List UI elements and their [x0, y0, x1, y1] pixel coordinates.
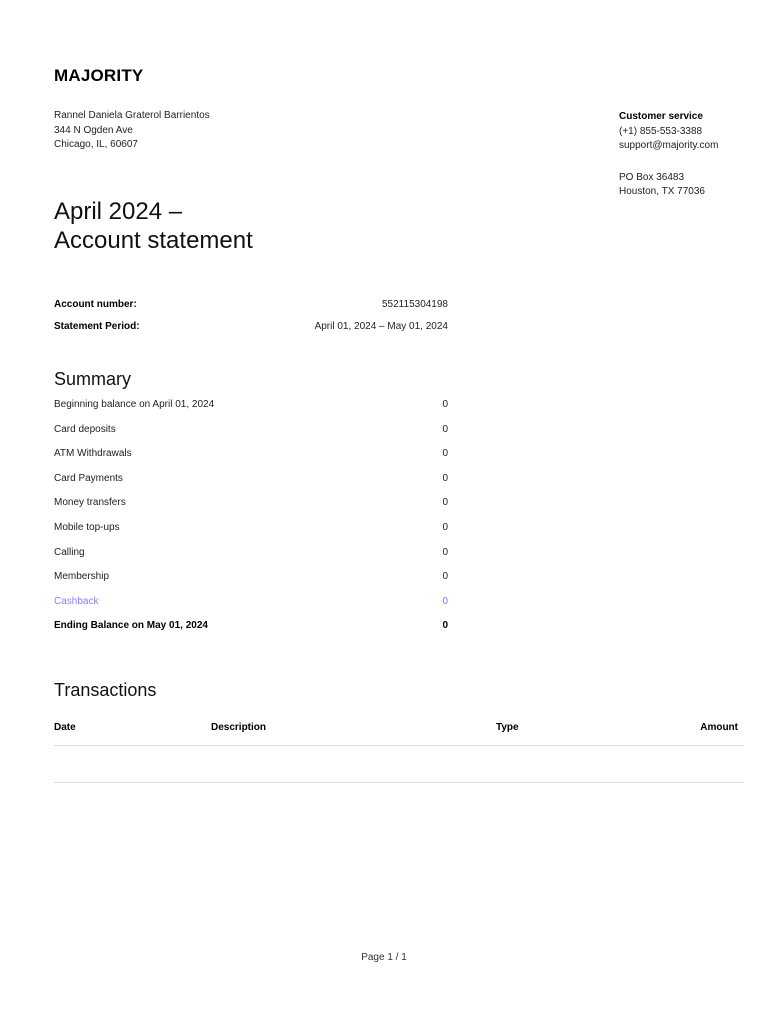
title-line-statement: Account statement: [54, 227, 253, 254]
statement-period-row: [54, 321, 448, 332]
summary-value: 0: [442, 595, 448, 607]
column-header-type: Type: [496, 722, 519, 733]
summary-row: [54, 522, 448, 547]
recipient-city: Chicago, IL, 60607: [54, 139, 138, 150]
summary-row: [54, 473, 448, 498]
customer-service-title: Customer service: [619, 111, 703, 122]
summary-value: 0: [442, 571, 448, 583]
summary-value: 0: [442, 399, 448, 410]
customer-service-city: Houston, TX 77036: [619, 186, 705, 197]
page-title: [54, 197, 253, 255]
summary-label: Card Payments: [54, 472, 123, 484]
table-divider: [54, 745, 744, 746]
summary-value: 0: [442, 497, 448, 509]
recipient-street: 344 N Ogden Ave: [54, 124, 133, 136]
table-divider: [54, 782, 744, 783]
summary-value: 0: [442, 448, 448, 460]
summary-label: Money transfers: [54, 497, 126, 509]
column-header-description: Description: [211, 722, 267, 733]
summary-label: Mobile top-ups: [54, 521, 120, 533]
summary-row: [54, 424, 448, 449]
summary-row: [54, 399, 448, 424]
summary-row: [54, 448, 448, 473]
spacer: [619, 154, 718, 171]
summary-label: Beginning balance on April 01, 2024: [54, 399, 215, 410]
summary-row: [54, 547, 448, 572]
customer-service-phone: (+1) 855-553-3388: [619, 125, 703, 137]
summary-value: 0: [442, 521, 448, 533]
summary-row: [54, 497, 448, 522]
page-number: Page 1 / 1: [361, 952, 407, 963]
summary-label: Membership: [54, 571, 110, 583]
recipient-address: [54, 109, 210, 153]
account-number-value: 552115304198: [382, 299, 448, 310]
summary-label: Calling: [54, 546, 85, 558]
account-number-label: Account number:: [54, 299, 137, 310]
statement-period-value: April 01, 2024 – May 01, 2024: [314, 321, 448, 332]
summary-value: 0: [442, 423, 448, 435]
customer-service-po-box: PO Box 36483: [619, 171, 685, 183]
summary-label: Card deposits: [54, 423, 116, 435]
summary-value: 0: [442, 472, 448, 484]
statement-period-label: Statement Period:: [54, 321, 140, 332]
summary-heading: Summary: [54, 369, 132, 389]
summary-value: 0: [442, 620, 448, 632]
column-header-date: Date: [54, 722, 76, 733]
transactions-heading: Transactions: [54, 680, 157, 700]
summary-label: ATM Withdrawals: [54, 448, 132, 460]
summary-row: [54, 571, 448, 596]
column-header-amount: Amount: [700, 722, 738, 733]
summary-row-ending-balance: [54, 620, 448, 645]
summary-row-cashback: [54, 596, 448, 621]
brand-logo: MAJORITY: [54, 66, 144, 85]
customer-service-block: [619, 110, 718, 200]
title-line-month: April 2024 –: [54, 198, 183, 225]
summary-label: Ending Balance on May 01, 2024: [54, 620, 208, 632]
customer-service-email: support@majority.com: [619, 140, 719, 151]
summary-label: Cashback: [54, 595, 99, 607]
recipient-name: Rannel Daniela Graterol Barrientos: [54, 110, 210, 121]
summary-table: [54, 399, 448, 645]
account-number-row: [54, 299, 448, 310]
summary-value: 0: [442, 546, 448, 558]
